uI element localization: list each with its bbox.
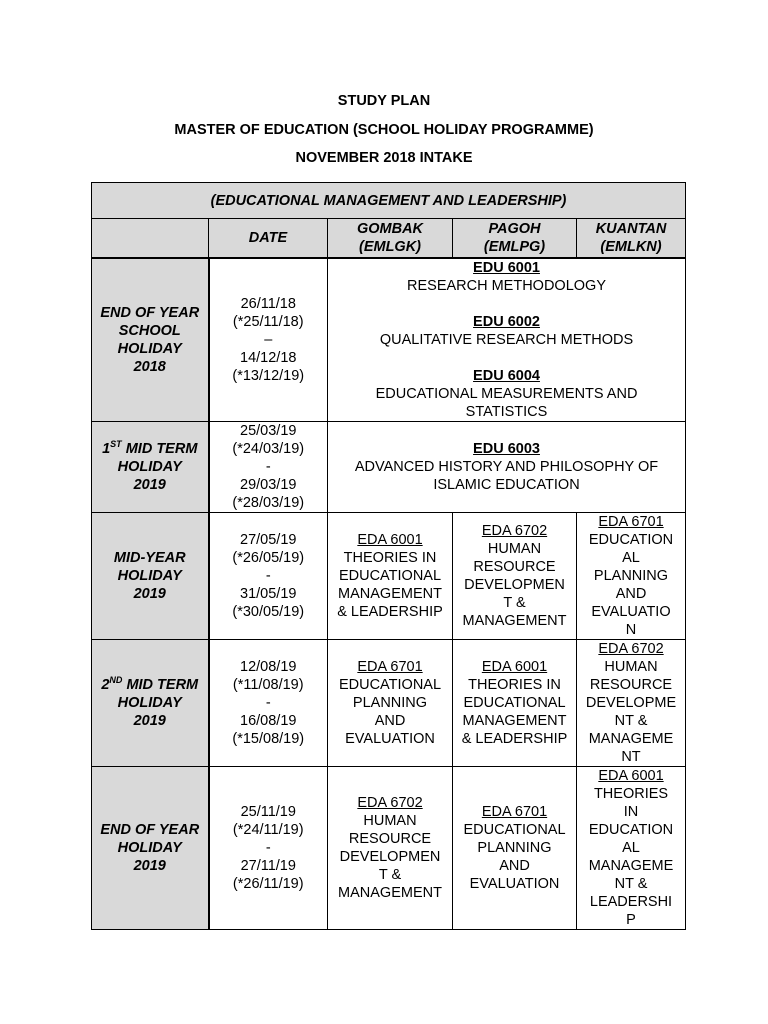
date-cell: 12/08/19 (*11/08/19) - 16/08/19 (*15/08/19) — [209, 639, 328, 766]
course-code: EDU 6003 — [473, 440, 540, 457]
gombak-course-cell: EDA 6701 EDUCATIONAL PLANNING AND EVALUATION — [328, 639, 453, 766]
course-code: EDU 6001 — [473, 259, 540, 276]
kuantan-course-cell: EDA 6702 HUMAN RESOURCE DEVELOPME NT & MANAGEME NT — [577, 639, 686, 766]
course-code: EDU 6004 — [473, 367, 540, 384]
course-title: ISLAMIC EDUCATION — [433, 476, 580, 493]
col-header-gombak: GOMBAK (EMLGK) — [328, 219, 453, 258]
semester-label: MID-YEAR HOLIDAY 2019 — [92, 512, 209, 639]
table-row — [92, 512, 686, 639]
table-row — [92, 421, 686, 512]
table-row — [92, 639, 686, 766]
course-title: ADVANCED HISTORY AND PHILOSOPHY OF — [354, 458, 659, 475]
study-plan-table — [91, 182, 686, 930]
semester-label: 1ST MID TERM HOLIDAY 2019 — [92, 421, 209, 512]
specialisation-banner: (EDUCATIONAL MANAGEMENT AND LEADERSHIP) — [92, 183, 686, 219]
course-title: QUALITATIVE RESEARCH METHODS — [379, 331, 634, 348]
pagoh-course-cell: EDA 6701 EDUCATIONAL PLANNING AND EVALUATION — [453, 766, 577, 929]
date-cell: 25/11/19 (*24/11/19) - 27/11/19 (*26/11/19) — [209, 766, 328, 929]
gombak-course-cell: EDA 6001 THEORIES IN EDUCATIONAL MANAGEMENT & LEADERSHIP — [328, 512, 453, 639]
pagoh-course-cell: EDA 6702 HUMAN RESOURCE DEVELOPMEN T & MANAGEMENT — [453, 512, 577, 639]
date-cell: 26/11/18 (*25/11/18) – 14/12/18 (*13/12/19) — [209, 258, 328, 422]
course-title: RESEARCH METHODOLOGY — [407, 277, 606, 294]
intake-title: NOVEMBER 2018 INTAKE — [295, 150, 473, 166]
col-header-pagoh: PAGOH (EMLPG) — [453, 219, 577, 258]
course-code: EDA 6001 — [357, 531, 423, 548]
semester-label: 2ND MID TERM HOLIDAY 2019 — [92, 639, 209, 766]
pagoh-course-cell: EDA 6001 THEORIES IN EDUCATIONAL MANAGEMENT & LEADERSHIP — [453, 639, 577, 766]
course-code: EDA 6001 — [481, 658, 548, 675]
kuantan-course-cell: EDA 6701 EDUCATION AL PLANNING AND EVALUATIO N — [577, 512, 686, 639]
date-cell: 27/05/19 (*26/05/19) - 31/05/19 (*30/05/19) — [209, 512, 328, 639]
course-code: EDA 6701 — [481, 803, 548, 820]
table-row — [92, 258, 686, 422]
col-header-kuantan: KUANTAN (EMLKN) — [577, 219, 686, 258]
column-header-row — [92, 219, 686, 258]
common-courses-cell — [328, 258, 686, 422]
doc-title: STUDY PLAN — [337, 93, 431, 109]
course-code: EDA 6702 — [481, 522, 548, 539]
programme-title: MASTER OF EDUCATION (SCHOOL HOLIDAY PROGRAMME) — [174, 122, 594, 138]
common-courses-cell — [328, 421, 686, 512]
kuantan-course-cell: EDA 6001 THEORIES IN EDUCATION AL MANAGEME NT & LEADERSHI P — [577, 766, 686, 929]
course-code: EDA 6701 — [357, 658, 423, 675]
date-cell: 25/03/19 (*24/03/19) - 29/03/19 (*28/03/19) — [209, 421, 328, 512]
course-title: STATISTICS — [465, 403, 548, 420]
course-code: EDU 6002 — [473, 313, 540, 330]
gombak-course-cell: EDA 6702 HUMAN RESOURCE DEVELOPMEN T & MANAGEMENT — [328, 766, 453, 929]
table-row — [92, 766, 686, 929]
course-code: EDA 6001 — [598, 767, 664, 784]
course-code: EDA 6701 — [598, 513, 664, 530]
semester-label: END OF YEAR SCHOOL HOLIDAY 2018 — [92, 258, 209, 422]
course-code: EDA 6702 — [357, 794, 423, 811]
course-code: EDA 6702 — [598, 640, 664, 657]
semester-label: END OF YEAR HOLIDAY 2019 — [92, 766, 209, 929]
banner-row — [92, 183, 686, 219]
document-header — [0, 92, 768, 178]
course-title: EDUCATIONAL MEASUREMENTS AND — [375, 385, 638, 402]
corner-cell — [92, 219, 209, 258]
col-header-date: DATE — [209, 219, 328, 258]
